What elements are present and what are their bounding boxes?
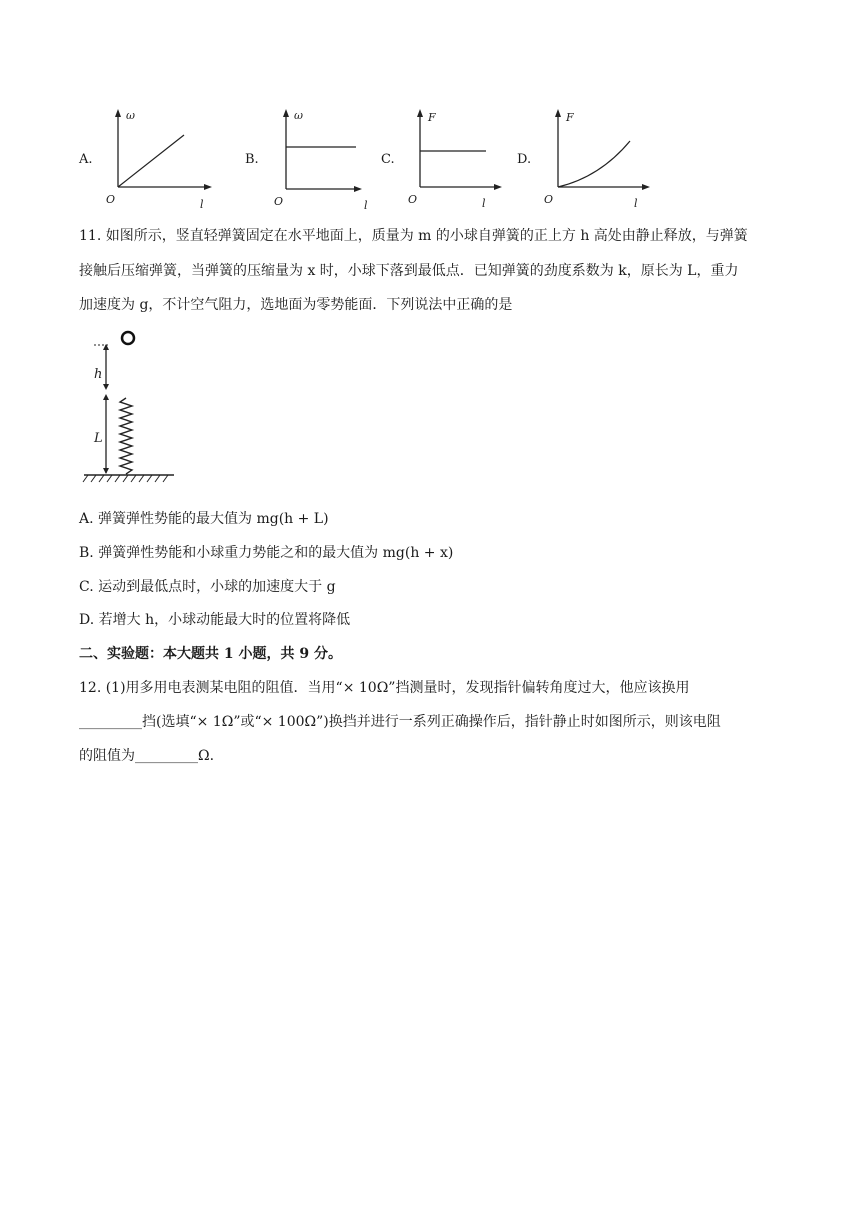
graph-b-x-label: l <box>364 199 368 212</box>
graph-a-line <box>118 135 184 187</box>
graph-c <box>402 105 522 215</box>
graph-d-x-label: l <box>634 197 638 210</box>
graph-b-origin: O <box>274 195 284 208</box>
graph-b-y-label: ω <box>294 109 303 122</box>
q12-line-2: _________挡(选填“× 1Ω”或“× 100Ω”)换挡并进行一系列正确操作后，指针静止时如图所示，则该电阻 <box>79 714 721 730</box>
spring-L-label: L <box>94 431 103 446</box>
q12-line-1: 12. (1)用多用电表测某电阻的阻值．当用“× 10Ω”挡测量时，发现指针偏转角度过大，他应该换用 <box>79 680 690 696</box>
graph-a-x-label: l <box>200 198 204 211</box>
spring <box>120 398 132 474</box>
graph-b <box>268 105 388 215</box>
graph-c-x-label: l <box>482 197 486 210</box>
q12-line-3: 的阻值为_________Ω. <box>79 748 215 764</box>
q11-line-2: 接触后压缩弹簧，当弹簧的压缩量为 x 时，小球下落到最低点．已知弹簧的劲度系数为 k，原长为 L，重力 <box>79 263 739 279</box>
ball <box>122 332 134 344</box>
section-2-heading: 二、实验题：本大题共 1 小题，共 9 分。 <box>79 646 342 662</box>
graph-a <box>100 105 220 215</box>
option-a-label: A. <box>79 152 93 167</box>
spring-figure <box>80 328 180 493</box>
q11-option-d: D. 若增大 h，小球动能最大时的位置将降低 <box>79 612 351 628</box>
graph-d <box>540 105 660 215</box>
option-d-label: D. <box>517 152 532 167</box>
spring-h-label: h <box>94 367 103 382</box>
q11-option-b: B. 弹簧弹性势能和小球重力势能之和的最大值为 mg(h + x) <box>79 545 454 561</box>
q11-option-a: A. 弹簧弹性势能的最大值为 mg(h + L) <box>79 511 329 527</box>
graph-a-y-label: ω <box>126 109 135 122</box>
graph-d-y-label: F <box>566 111 574 124</box>
q11-line-3: 加速度为 g，不计空气阻力，选地面为零势能面．下列说法中正确的是 <box>79 297 513 313</box>
option-b-label: B. <box>245 152 259 167</box>
graph-a-origin: O <box>106 193 116 206</box>
option-c-label: C. <box>381 152 395 167</box>
q11-option-c: C. 运动到最低点时，小球的加速度大于 g <box>79 579 336 595</box>
graph-d-curve <box>558 141 630 187</box>
graph-d-origin: O <box>544 193 554 206</box>
q11-line-1: 11. 如图所示，竖直轻弹簧固定在水平地面上，质量为 m 的小球自弹簧的正上方 h 高处由静止释放，与弹簧 <box>79 228 748 244</box>
graph-c-y-label: F <box>428 111 436 124</box>
graph-c-origin: O <box>408 193 418 206</box>
